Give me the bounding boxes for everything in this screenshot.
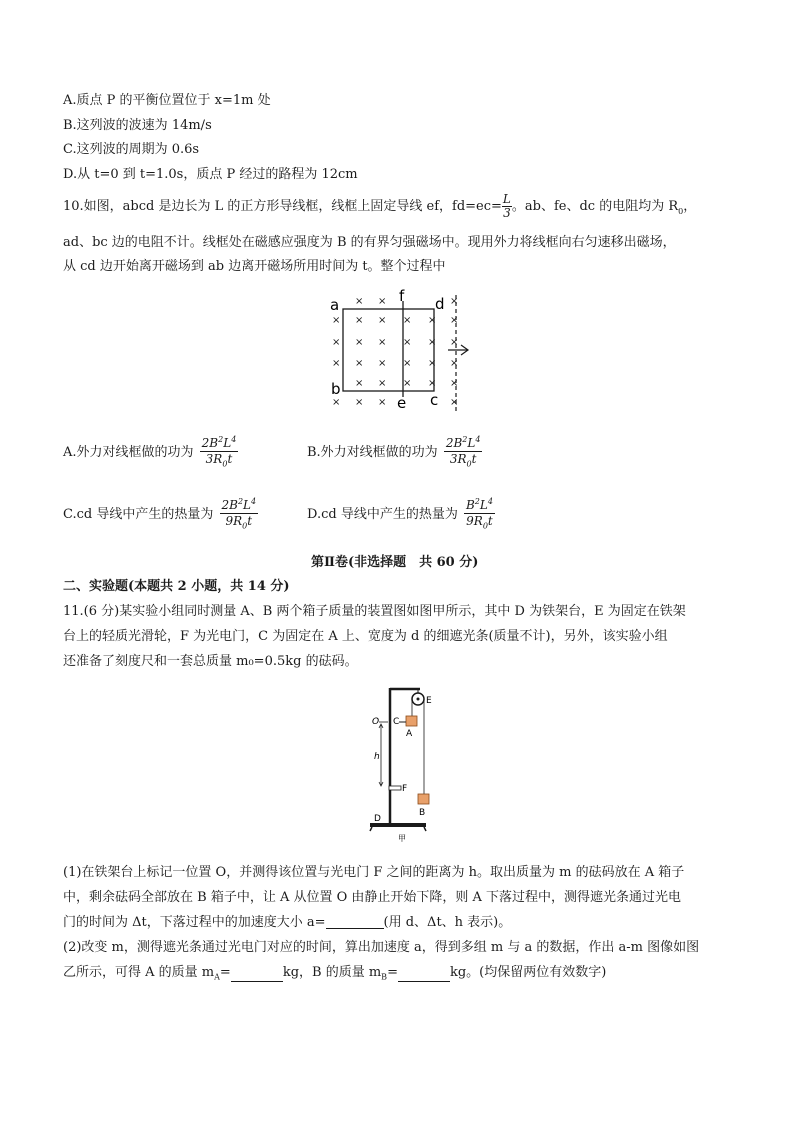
optB-t: t xyxy=(471,452,477,467)
field-cross-mark: × xyxy=(378,337,387,348)
q10-frac-den: 3 xyxy=(503,206,511,221)
label-e: e xyxy=(397,394,407,412)
q11-stem-line3: 还准备了刻度尺和一套总质量 m₀=0.5kg 的砝码。 xyxy=(63,654,358,669)
q10-option-a-fraction xyxy=(200,436,239,469)
q10-option-c xyxy=(63,498,260,531)
optD-num-b: B xyxy=(465,498,475,512)
q10-stem-text-a: 10.如图，abcd 是边长为 L 的正方形导线框，线框上固定导线 ef，fd=ec= xyxy=(63,199,502,215)
q9-option-d: D.从 t=0 到 t=1.0s，质点 P 经过的路程为 12cm xyxy=(63,167,358,182)
photogate-f xyxy=(389,786,401,790)
field-cross-mark: × xyxy=(428,315,437,326)
q11-part2-text-a: 乙所示，可得 A 的质量 m xyxy=(63,965,215,980)
q11-part2-line2 xyxy=(63,966,606,982)
optD-exp2: 2 xyxy=(474,497,480,506)
field-cross-mark: × xyxy=(355,358,364,369)
optA-exp4: 4 xyxy=(231,435,237,444)
q10-stem-fraction xyxy=(502,193,512,220)
optD-t: t xyxy=(487,514,493,529)
q11-part1-text-b: (用 d、Δt、h 表示)。 xyxy=(383,915,512,930)
optA-sub0: 0 xyxy=(222,459,228,469)
acceleration-answer-blank[interactable] xyxy=(326,916,384,929)
section2-title: 第Ⅱ卷(非选择题 共 60 分) xyxy=(311,555,479,570)
q11-stem-line1: 11.(6 分)某实验小组同时测量 A、B 两个箱子质量的装置图如图甲所示，其中 D 为铁架台，E 为固定在铁架 xyxy=(63,604,686,619)
q11-part2-text-c: kg，B 的质量 m xyxy=(282,965,382,980)
field-cross-mark: × xyxy=(332,358,341,369)
optA-num-b: 2B xyxy=(201,436,219,450)
base-foot-right xyxy=(424,827,426,831)
q10-frac-num: L xyxy=(502,192,511,206)
mass-a-answer-blank[interactable] xyxy=(231,969,283,982)
label-f: F xyxy=(402,784,408,794)
optC-t: t xyxy=(247,514,253,529)
optB-exp4: 4 xyxy=(475,435,481,444)
optD-exp4: 4 xyxy=(487,497,493,506)
optA-den: 3R xyxy=(205,452,223,467)
optB-sub0: 0 xyxy=(466,459,472,469)
q10-option-c-fraction xyxy=(220,498,259,531)
mass-b-answer-blank[interactable] xyxy=(398,969,450,982)
optC-den: 9R xyxy=(225,514,243,529)
field-cross-mark: × xyxy=(403,378,412,389)
label-a: A xyxy=(406,729,413,739)
field-cross-mark: × xyxy=(378,296,387,307)
field-cross-mark: × xyxy=(378,397,387,408)
field-cross-mark: × xyxy=(450,397,459,408)
optC-L: L xyxy=(243,498,252,512)
optC-sub0: 0 xyxy=(242,521,248,531)
optC-num-b: 2B xyxy=(221,498,238,512)
optA-t: t xyxy=(227,452,233,467)
q10-magnetic-field-figure xyxy=(320,285,480,415)
box-b xyxy=(418,794,429,804)
q10-option-a-text: A.外力对线框做的功为 xyxy=(63,445,194,461)
q10-stem-line2: ad、bc 边的电阻不计。线框处在磁感应强度为 B 的有界匀强磁场中。现用外力将线框向右匀速移出磁场， xyxy=(63,235,676,250)
optC-exp2: 2 xyxy=(237,497,244,506)
field-cross-mark: × xyxy=(355,397,364,408)
label-d: d xyxy=(435,295,445,313)
field-cross-mark: × xyxy=(403,358,412,369)
field-cross-mark: × xyxy=(428,337,437,348)
field-cross-mark: × xyxy=(332,397,341,408)
field-cross-mark: × xyxy=(450,315,459,326)
label-c: C xyxy=(393,717,400,727)
box-a xyxy=(406,716,417,726)
field-cross-mark: × xyxy=(450,296,459,307)
label-d: D xyxy=(374,814,381,824)
q11-part2-text-b: = xyxy=(219,965,231,980)
field-cross-mark: × xyxy=(450,378,459,389)
field-cross-mark: × xyxy=(355,315,364,326)
base-foot-left xyxy=(370,827,372,831)
q9-option-c: C.这列波的周期为 0.6s xyxy=(63,142,200,157)
q10-option-d-text: D.cd 导线中产生的热量为 xyxy=(307,507,458,523)
field-cross-mark: × xyxy=(450,337,459,348)
q10-stem-line3: 从 cd 边开始离开磁场到 ab 边离开磁场所用时间为 t。整个过程中 xyxy=(63,259,446,274)
optD-sub0: 0 xyxy=(482,521,488,531)
q11-part2-sub-a: A xyxy=(214,972,220,982)
q10-stem-line1 xyxy=(63,193,696,220)
q11-stem-line2: 台上的轻质光滑轮，F 为光电门，C 为固定在 A 上、宽度为 d 的细遮光条(质量不计)，另外，该实验小组 xyxy=(63,629,668,644)
optB-L: L xyxy=(467,436,476,450)
optB-num-b: 2B xyxy=(445,436,463,450)
q10-option-c-text: C.cd 导线中产生的热量为 xyxy=(63,507,214,523)
q10-stem-sub0: 0 xyxy=(678,206,684,216)
section2-subtitle: 二、实验题(本题共 2 小题，共 14 分) xyxy=(63,579,290,594)
optD-L: L xyxy=(479,498,488,512)
q11-part2-text-e: kg。(均保留两位有效数字) xyxy=(449,965,607,980)
optA-exp2: 2 xyxy=(218,435,224,444)
q10-option-a xyxy=(63,436,240,469)
field-cross-mark: × xyxy=(332,337,341,348)
label-a: a xyxy=(330,296,340,314)
label-b: B xyxy=(419,808,426,818)
q11-part1-line1: (1)在铁架台上标记一位置 O，并测得该位置与光电门 F 之间的距离为 h。取出质量为 m 的砝码放在 A 箱子 xyxy=(63,865,685,880)
q11-part2-sub-b: B xyxy=(381,972,388,982)
q11-part1-text-a: 门的时间为 Δt，下落过程中的加速度大小 a= xyxy=(63,915,326,930)
label-o: O xyxy=(372,717,380,727)
field-cross-mark: × xyxy=(355,378,364,389)
field-cross-mark: × xyxy=(403,337,412,348)
label-f: f xyxy=(399,287,405,305)
field-cross-mark: × xyxy=(403,315,412,326)
q10-option-b xyxy=(307,436,484,469)
field-cross-mark: × xyxy=(378,358,387,369)
q9-option-a: A.质点 P 的平衡位置位于 x=1m 处 xyxy=(63,93,271,108)
q11-apparatus-figure xyxy=(362,684,444,844)
field-cross-mark: × xyxy=(378,378,387,389)
q10-option-b-text: B.外力对线框做的功为 xyxy=(307,445,438,461)
optB-den: 3R xyxy=(449,452,467,467)
q10-option-d-fraction xyxy=(464,498,495,531)
pulley-axle xyxy=(417,698,420,701)
field-cross-mark: × xyxy=(450,358,459,369)
q9-option-b: B.这列波的波速为 14m/s xyxy=(63,118,212,133)
field-cross-mark: × xyxy=(355,337,364,348)
q10-option-b-fraction xyxy=(444,436,483,469)
label-b: b xyxy=(331,380,341,398)
optD-den: 9R xyxy=(466,514,483,529)
q11-part1-line3 xyxy=(63,916,511,929)
field-cross-mark: × xyxy=(355,296,364,307)
q10-stem-text-b: 。ab、fe、dc 的电阻均为 R xyxy=(511,199,679,215)
label-e: E xyxy=(426,696,432,706)
q11-part2-line1: (2)改变 m，测得遮光条通过光电门对应的时间，算出加速度 a，得到多组 m 与 a 的数据，作出 a-m 图像如图 xyxy=(63,940,700,955)
field-cross-mark: × xyxy=(378,315,387,326)
field-cross-mark: × xyxy=(428,378,437,389)
field-cross-mark: × xyxy=(428,358,437,369)
figure-caption: 甲 xyxy=(398,834,406,843)
q11-part1-line2: 中，剩余砝码全部放在 B 箱子中，让 A 从位置 O 由静止开始下降，则 A 下落过程中，测得遮光条通过光电 xyxy=(63,890,682,905)
optC-exp4: 4 xyxy=(251,497,257,506)
q11-part2-text-d: = xyxy=(387,965,398,980)
field-cross-mark: × xyxy=(332,315,341,326)
optB-exp2: 2 xyxy=(462,435,468,444)
label-c: c xyxy=(430,391,439,409)
q10-option-d xyxy=(307,498,497,531)
optA-L: L xyxy=(223,436,232,450)
q10-stem-text-c: ， xyxy=(683,199,697,215)
label-h: h xyxy=(374,752,380,762)
